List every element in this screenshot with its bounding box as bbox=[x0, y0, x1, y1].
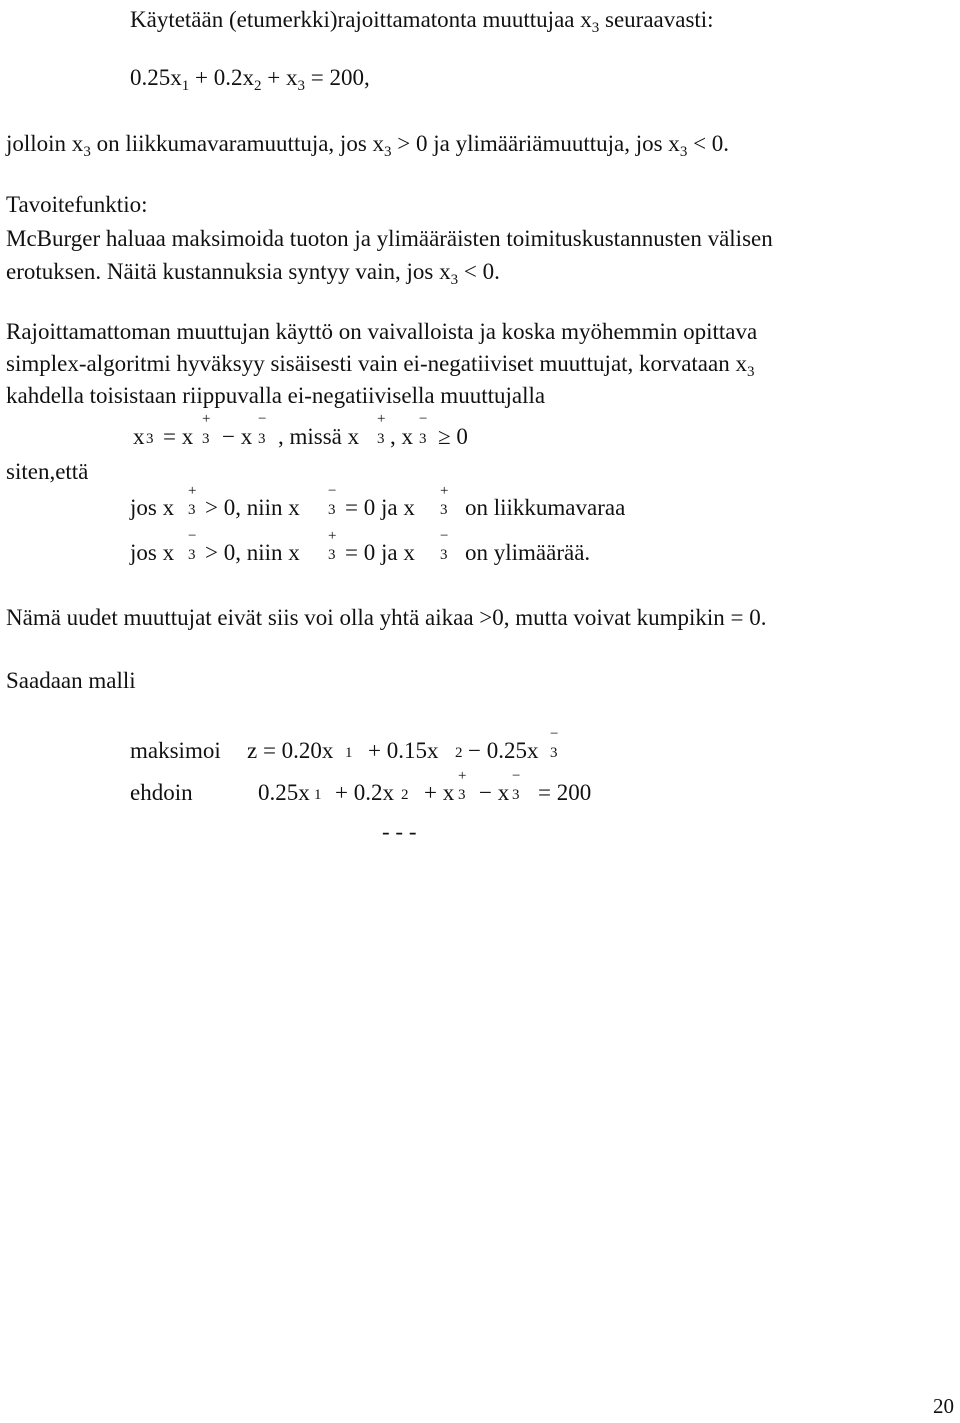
objective-text-line1: McBurger haluaa maksimoida tuoton ja ylimääräisten toimituskustannusten välisen bbox=[6, 226, 773, 251]
unrestricted-text-line1: Rajoittamattoman muuttujan käyttö on vaivalloista ja koska myöhemmin opittava bbox=[6, 319, 758, 344]
objective-heading: Tavoitefunktio: bbox=[6, 192, 148, 217]
model-continuation-dashes: - - - bbox=[382, 819, 417, 844]
model-intro: Saadaan malli bbox=[6, 668, 136, 693]
so-that-text: siten,että bbox=[6, 459, 89, 484]
slack-surplus-line: jolloin $x_3$ on liikkumavaramuuttuja, jos $x_3 > 0$ ja ylimääriämuuttuja, jos $x_3 < 0$. bbox=[6, 131, 730, 160]
intro-line: Käytetään (etumerkki)rajoittamatonta muuttujaa $x_3$ seuraavasti: bbox=[130, 7, 714, 36]
unrestricted-text-line2: simplex-algoritmi hyväksyy sisäisesti vain ei-negatiiviset muuttujat, korvataan $x_3$ bbox=[6, 351, 755, 380]
objective-text-line2: erotuksen. Näitä kustannuksia syntyy vain, jos $x_3 < 0$. bbox=[6, 259, 500, 288]
page-number: 20 bbox=[933, 1394, 954, 1418]
equation-constraint: $0.25x_1 + 0.2x_2 + x_3 = 200$, bbox=[130, 65, 370, 94]
unrestricted-text-line3: kahdella toisistaan riippuvalla ei-negatiivisella muuttujalla bbox=[6, 383, 546, 408]
new-variables-note: Nämä uudet muuttujat eivät siis voi olla yhtä aikaa >0, mutta voivat kumpikin = 0. bbox=[6, 605, 767, 630]
